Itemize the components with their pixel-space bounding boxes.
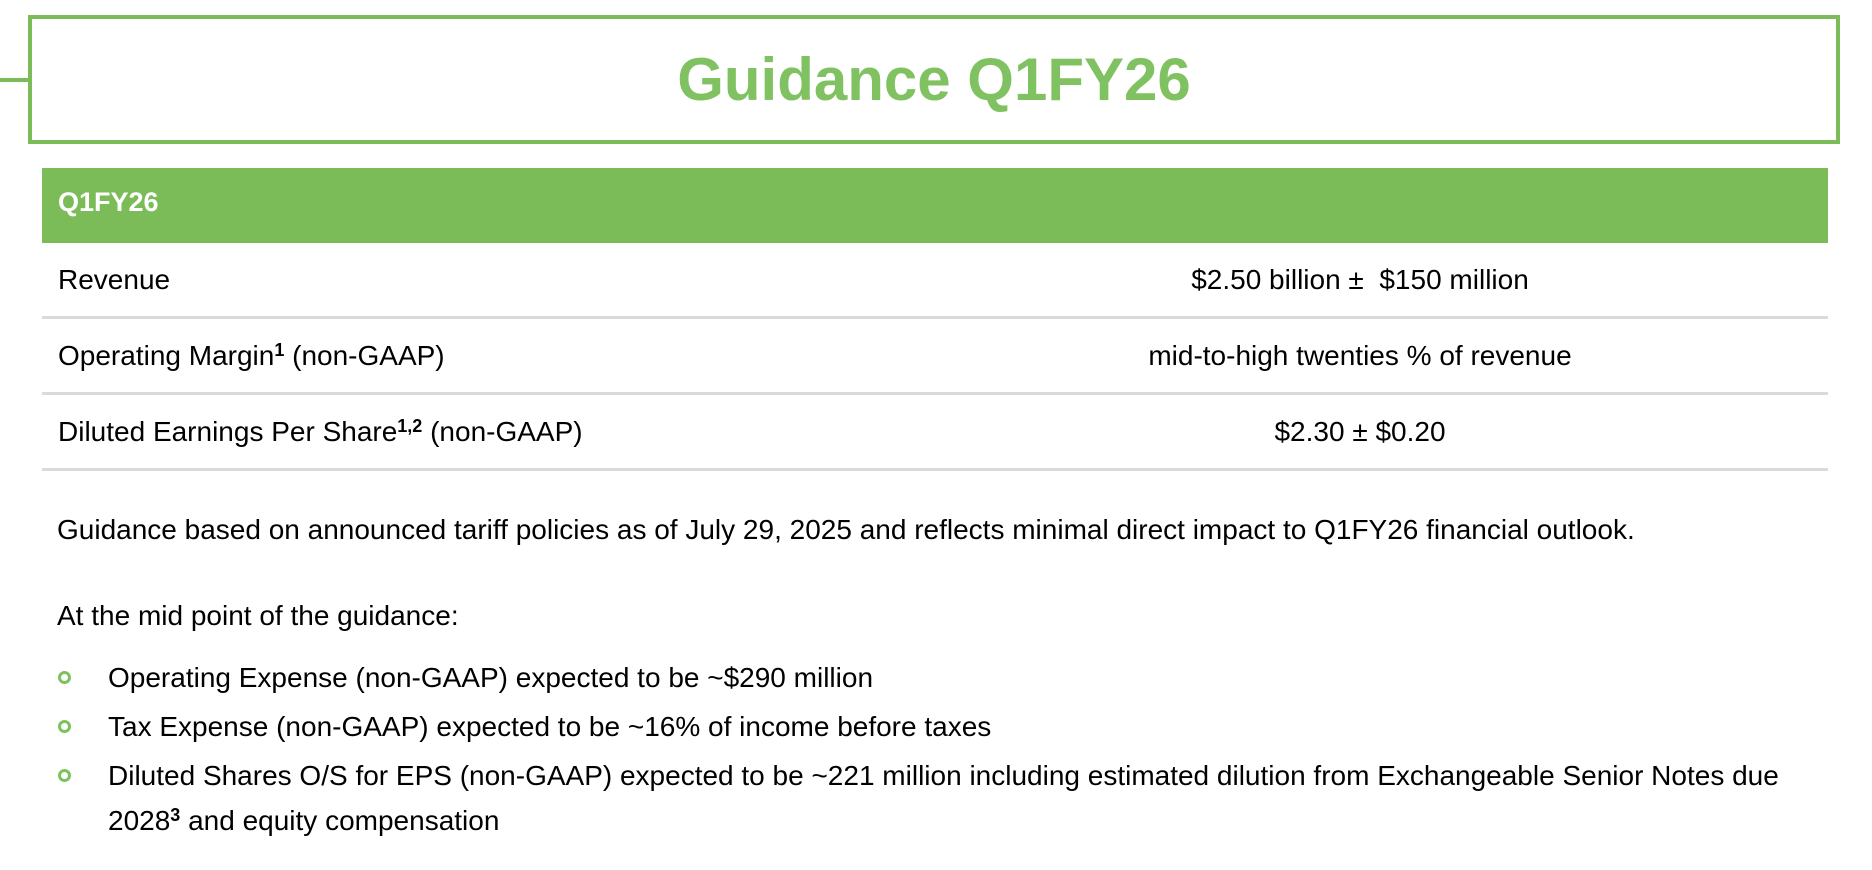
table-row-operating-margin xyxy=(42,319,1828,395)
bullet-text xyxy=(108,753,1822,847)
bullet-item-tax-expense xyxy=(57,704,1822,753)
bullet-item-diluted-shares xyxy=(57,753,1822,847)
guidance-table xyxy=(42,168,1828,471)
row-label xyxy=(42,264,1000,296)
footnote-superscript: 3 xyxy=(170,805,181,825)
notes-section xyxy=(57,507,1822,847)
bullet-text-pre: Diluted Shares O/S for EPS (non-GAAP) expected to be ~221 million including estimated dilution from Exchangeable Senior Notes due 2028 xyxy=(108,760,1779,836)
row-value: $2.50 billion ± $150 million xyxy=(1191,263,1529,295)
table-header-bar xyxy=(42,168,1828,243)
slide-title: Guidance Q1FY26 xyxy=(677,46,1191,113)
row-label xyxy=(42,340,1000,372)
bullet-text-post: and equity compensation xyxy=(180,805,500,836)
footnote-superscript: 1 xyxy=(274,339,285,360)
slide-title-box xyxy=(28,15,1840,144)
bullet-list xyxy=(57,655,1822,847)
bullet-item-operating-expense xyxy=(57,655,1822,704)
midpoint-paragraph: At the mid point of the guidance: xyxy=(57,600,459,631)
left-accent-line xyxy=(0,78,30,82)
guidance-note-paragraph: Guidance based on announced tariff policies as of July 29, 2025 and reflects minimal direct impact to Q1FY26 financial outlook. xyxy=(57,514,1635,545)
footnote-superscript: 1,2 xyxy=(397,415,423,436)
row-label-text: Revenue xyxy=(58,263,171,295)
table-row-revenue xyxy=(42,243,1828,319)
bullet-text-pre: Tax Expense (non-GAAP) expected to be ~16% of income before taxes xyxy=(108,711,992,742)
row-label-text: Operating Margin xyxy=(58,339,275,371)
row-label-suffix: (non-GAAP) xyxy=(284,339,445,371)
table-row-diluted-eps xyxy=(42,395,1828,471)
table-header-label: Q1FY26 xyxy=(58,187,159,217)
row-label-text: Diluted Earnings Per Share xyxy=(58,415,398,447)
bullet-text xyxy=(108,704,1822,753)
row-label xyxy=(42,416,1000,448)
bullet-circle-icon xyxy=(58,769,71,782)
row-value: $2.30 ± $0.20 xyxy=(1274,415,1446,447)
bullet-circle-icon xyxy=(58,720,71,733)
bullet-text-pre: Operating Expense (non-GAAP) expected to be ~$290 million xyxy=(108,662,874,693)
row-label-suffix: (non-GAAP) xyxy=(422,415,583,447)
row-value: mid-to-high twenties % of revenue xyxy=(1148,339,1572,371)
bullet-circle-icon xyxy=(58,671,71,684)
bullet-text xyxy=(108,655,1822,704)
